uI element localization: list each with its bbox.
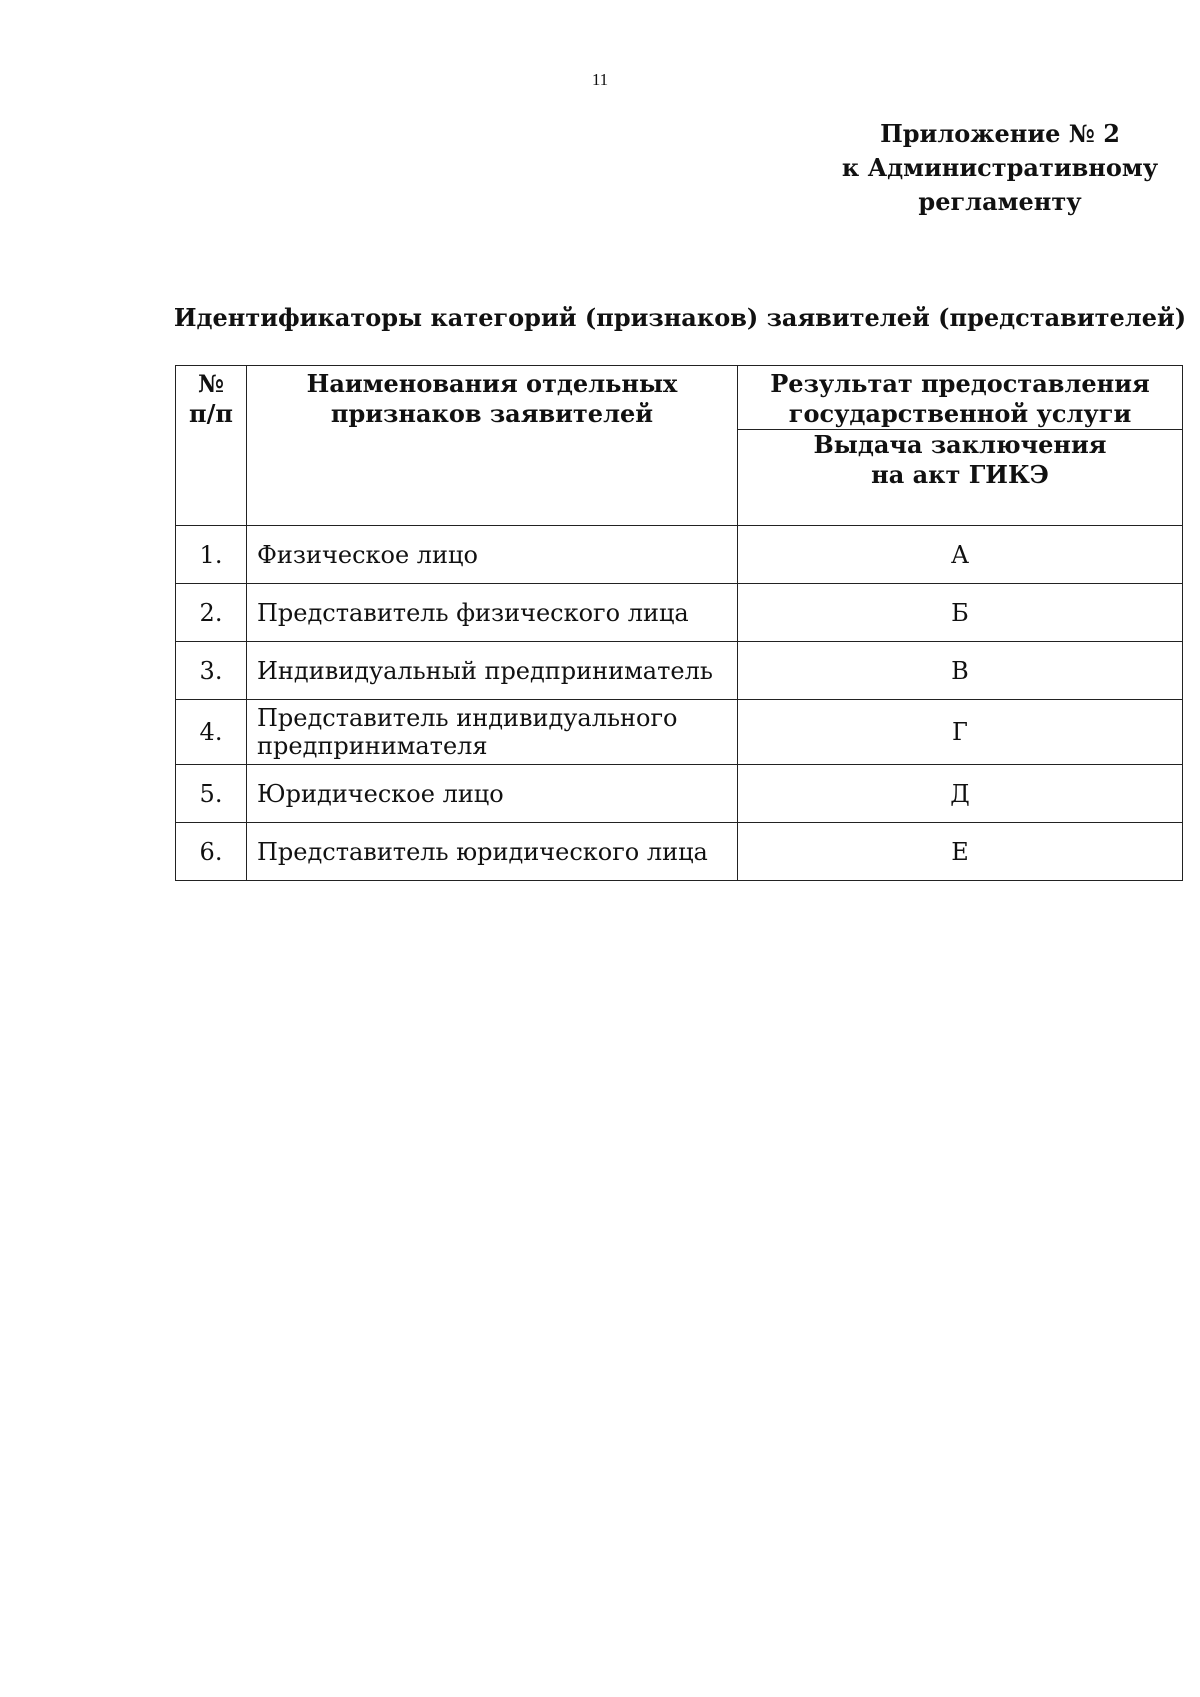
header-name-line-1: Наименования отдельных — [306, 369, 678, 398]
appendix-line-1: Приложение № 2 — [880, 119, 1120, 148]
row-name-line-1: Индивидуальный предприниматель — [257, 656, 713, 685]
header-result-sub-line-1: Выдача заключения — [813, 430, 1107, 459]
header-result-line-2: государственной услуги — [788, 399, 1132, 428]
row-name-line-1: Представитель юридического лица — [257, 837, 708, 866]
table-row — [176, 823, 1183, 881]
row-code: А — [738, 526, 1183, 584]
page-number: 11 — [591, 70, 609, 89]
table-header-row — [176, 366, 1183, 430]
header-number-line-2: п/п — [189, 399, 233, 428]
row-name-line-1: Юридическое лицо — [257, 779, 504, 808]
row-number: 3. — [176, 642, 247, 700]
row-name-line-2: предпринимателя — [257, 732, 488, 760]
table-row — [176, 765, 1183, 823]
table-row — [176, 526, 1183, 584]
row-code: Д — [738, 765, 1183, 823]
row-number: 2. — [176, 584, 247, 642]
header-result-sub-line-2: на акт ГИКЭ — [871, 460, 1049, 489]
row-name — [247, 700, 738, 765]
row-name — [247, 765, 738, 823]
header-name-line-2: признаков заявителей — [330, 399, 654, 428]
table-row — [176, 642, 1183, 700]
appendix-line-2: к Административному — [841, 153, 1159, 182]
row-name-line-1: Физическое лицо — [257, 540, 478, 569]
row-name — [247, 823, 738, 881]
row-name — [247, 642, 738, 700]
header-result-line-1: Результат предоставления — [770, 369, 1150, 398]
table-row — [176, 584, 1183, 642]
identifiers-table — [175, 365, 1183, 881]
header-name — [247, 366, 738, 526]
row-code: Г — [738, 700, 1183, 765]
row-number: 1. — [176, 526, 247, 584]
appendix-line-3: регламенту — [918, 187, 1082, 216]
row-name — [247, 584, 738, 642]
row-name-line-1: Представитель физического лица — [257, 598, 689, 627]
row-number: 4. — [176, 700, 247, 765]
row-name — [247, 526, 738, 584]
table-row — [176, 700, 1183, 765]
row-name-line-1: Представитель индивидуального — [257, 704, 678, 732]
row-number: 5. — [176, 765, 247, 823]
row-code: Б — [738, 584, 1183, 642]
row-number: 6. — [176, 823, 247, 881]
document-title: Идентификаторы категорий (признаков) заявителей (представителей) — [173, 303, 1187, 332]
header-result — [738, 366, 1183, 430]
header-result-sub — [738, 430, 1183, 526]
appendix-header — [800, 117, 1200, 219]
header-number-line-1: № — [197, 369, 225, 398]
row-code: Е — [738, 823, 1183, 881]
header-number — [176, 366, 247, 526]
row-code: В — [738, 642, 1183, 700]
